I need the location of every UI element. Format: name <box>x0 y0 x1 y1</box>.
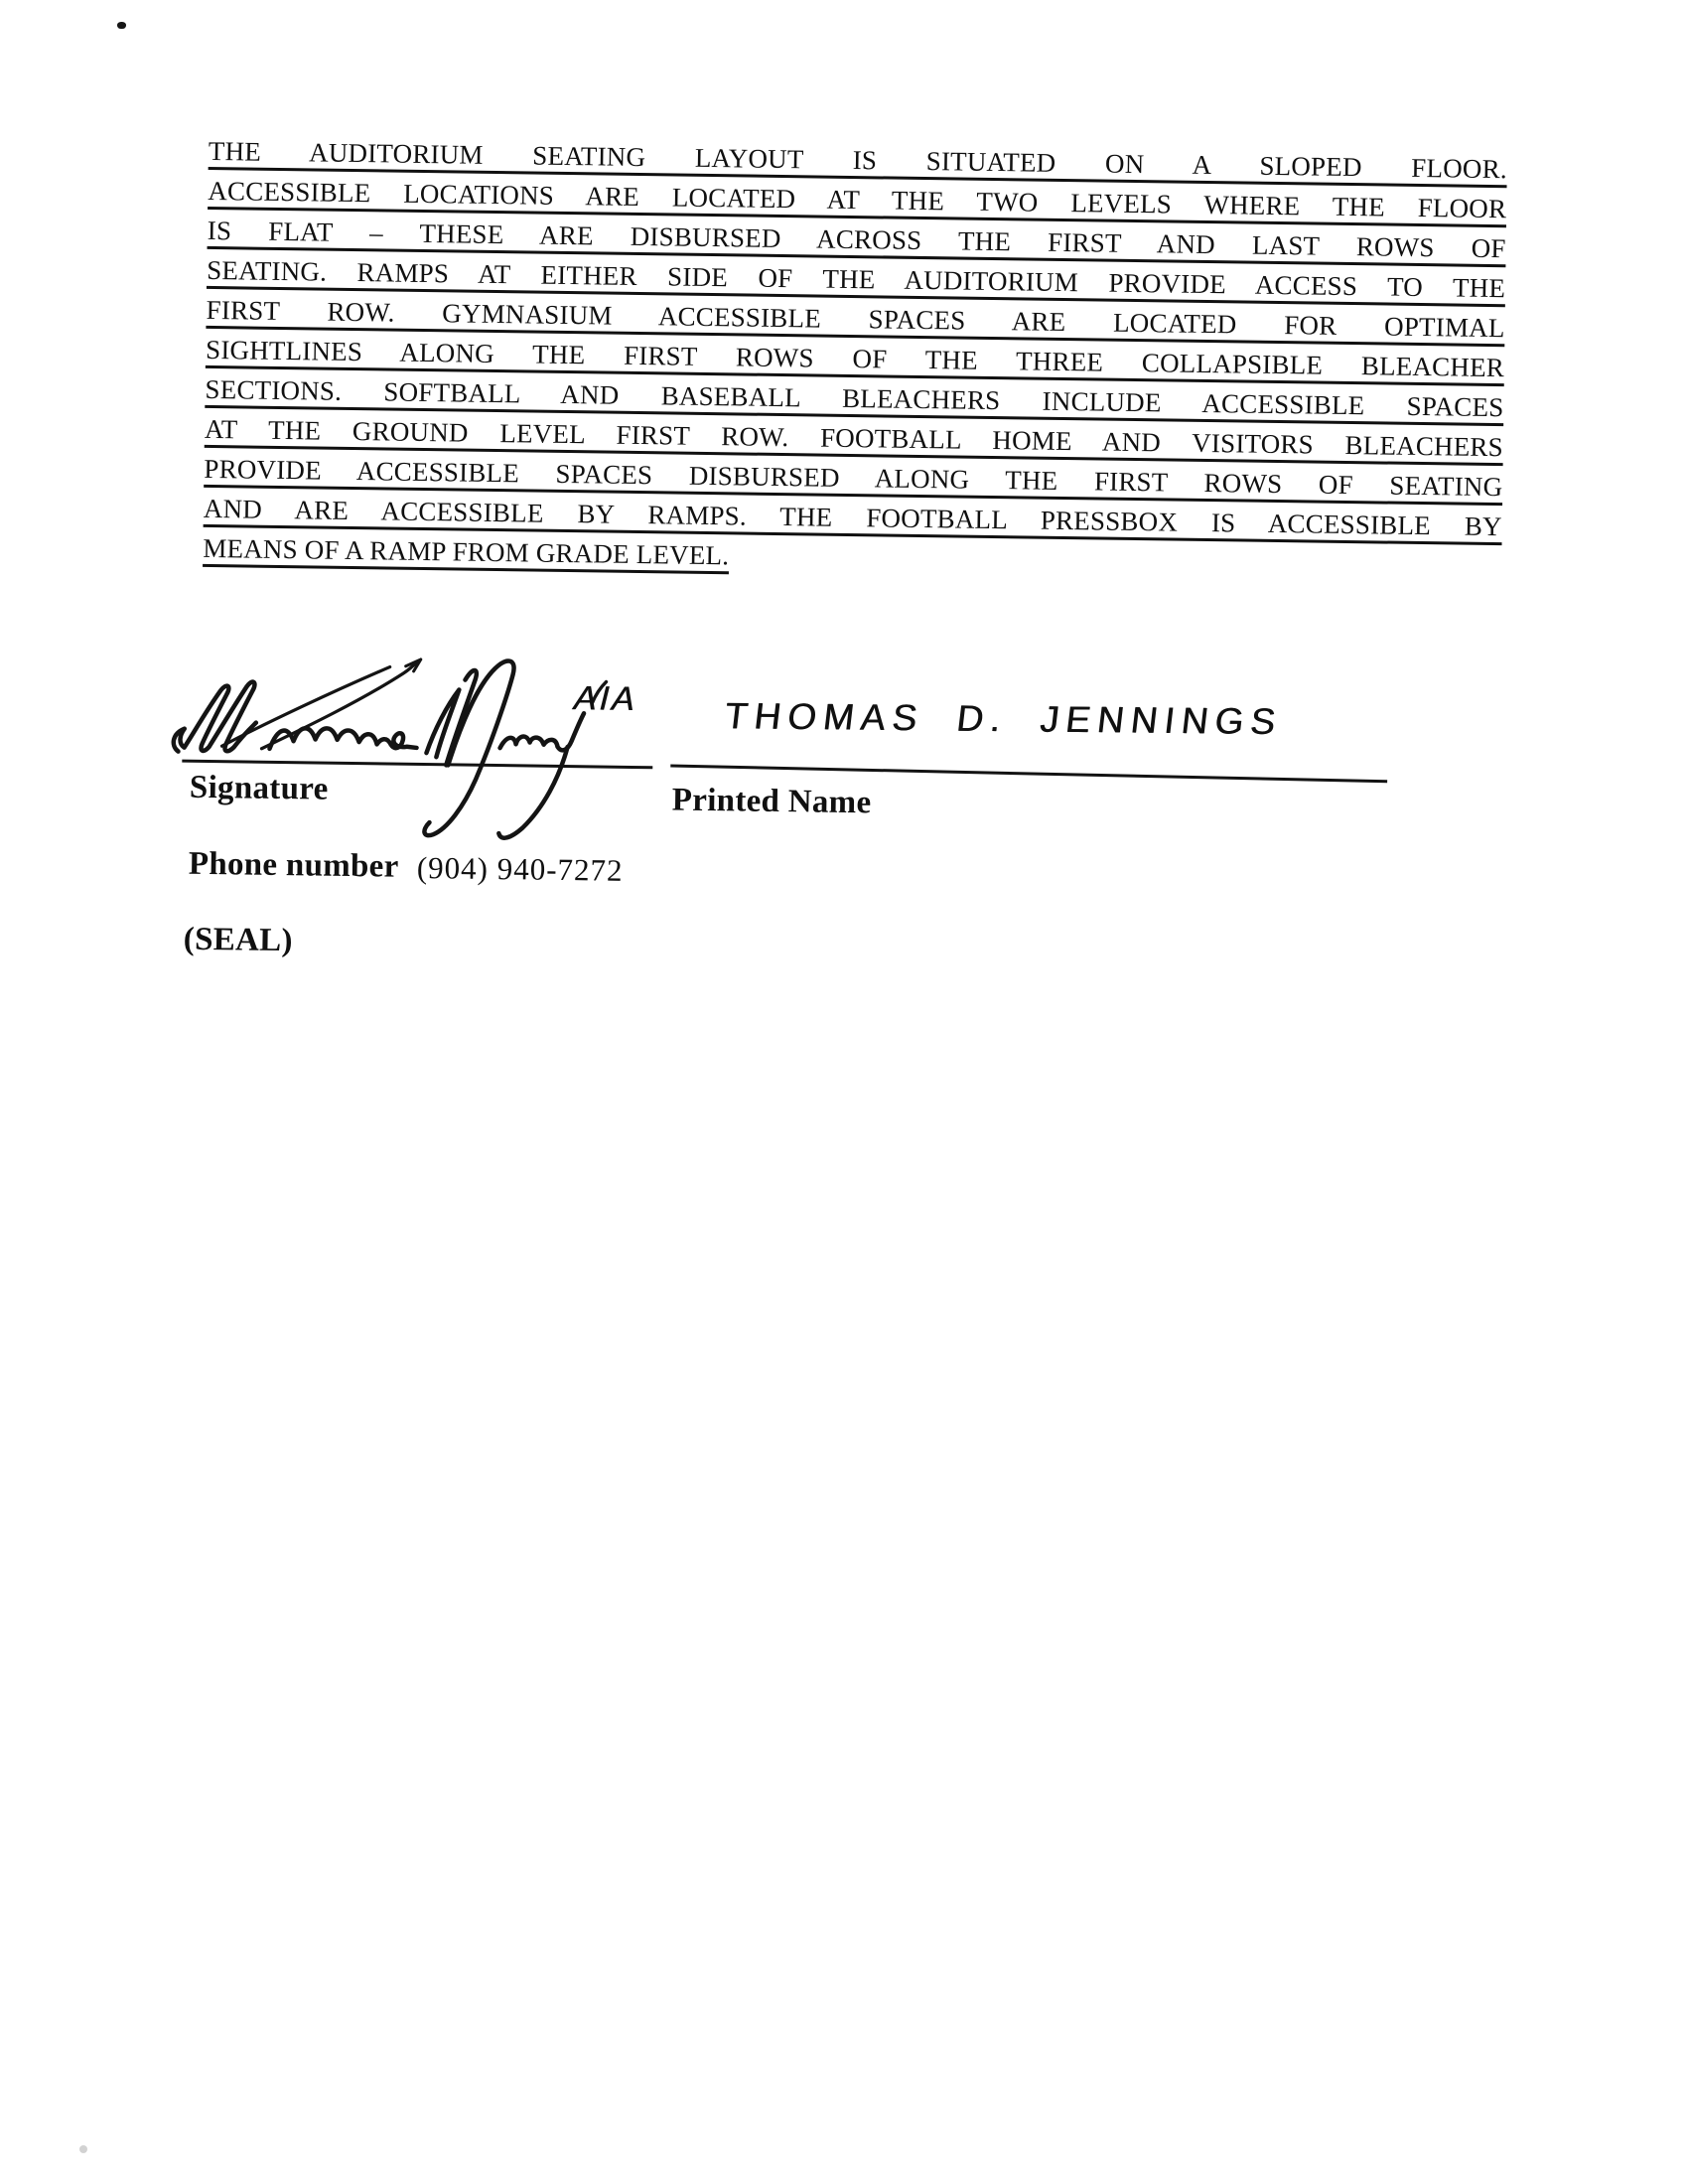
paragraph-line: ACCESSIBLE LOCATIONS ARE LOCATED AT THE TWO LEVELS WHERE THE FLOOR <box>208 175 1507 224</box>
printed-name-handwriting: THOMAS D. JENNINGS <box>722 695 1285 743</box>
printed-name-line <box>670 765 1387 784</box>
paragraph-line: AT THE GROUND LEVEL FIRST ROW. FOOTBALL HOME AND VISITORS BLEACHERS <box>204 413 1504 463</box>
phone-number-value: (904) 940-7272 <box>416 849 624 888</box>
paragraph-line: MEANS OF A RAMP FROM GRADE LEVEL. <box>203 532 730 571</box>
scan-speck-bottom <box>79 2145 87 2153</box>
paragraph-line: AND ARE ACCESSIBLE BY RAMPS. THE FOOTBALL PRESSBOX IS ACCESSIBLE BY <box>203 493 1502 542</box>
paragraph-line: SEATING. RAMPS AT EITHER SIDE OF THE AUDITORIUM PROVIDE ACCESS TO THE <box>207 254 1506 304</box>
paragraph-line: THE AUDITORIUM SEATING LAYOUT IS SITUATED ON A SLOPED FLOOR. <box>208 135 1507 185</box>
signature-aia-suffix: AIA <box>569 679 642 718</box>
seal-label: (SEAL) <box>183 921 294 959</box>
phone-number-label: Phone number <box>188 845 399 885</box>
scan-speck-top <box>117 22 126 29</box>
paragraph-line: SIGHTLINES ALONG THE FIRST ROWS OF THE THREE COLLAPSIBLE BLEACHER <box>205 334 1505 383</box>
printed-name-label: Printed Name <box>671 782 872 821</box>
paragraph-line: SECTIONS. SOFTBALL AND BASEBALL BLEACHERS INCLUDE ACCESSIBLE SPACES <box>205 373 1504 423</box>
paragraph-line: FIRST ROW. GYMNASIUM ACCESSIBLE SPACES ARE LOCATED FOR OPTIMAL <box>206 294 1505 344</box>
accessibility-statement-paragraph <box>203 131 1507 586</box>
paragraph-line: PROVIDE ACCESSIBLE SPACES DISBURSED ALONG THE FIRST ROWS OF SEATING <box>204 453 1503 503</box>
signature-label: Signature <box>189 769 329 807</box>
handwritten-signature-ink <box>165 626 684 871</box>
paragraph-line: IS FLAT – THESE ARE DISBURSED ACROSS THE FIRST AND LAST ROWS OF <box>207 215 1506 264</box>
